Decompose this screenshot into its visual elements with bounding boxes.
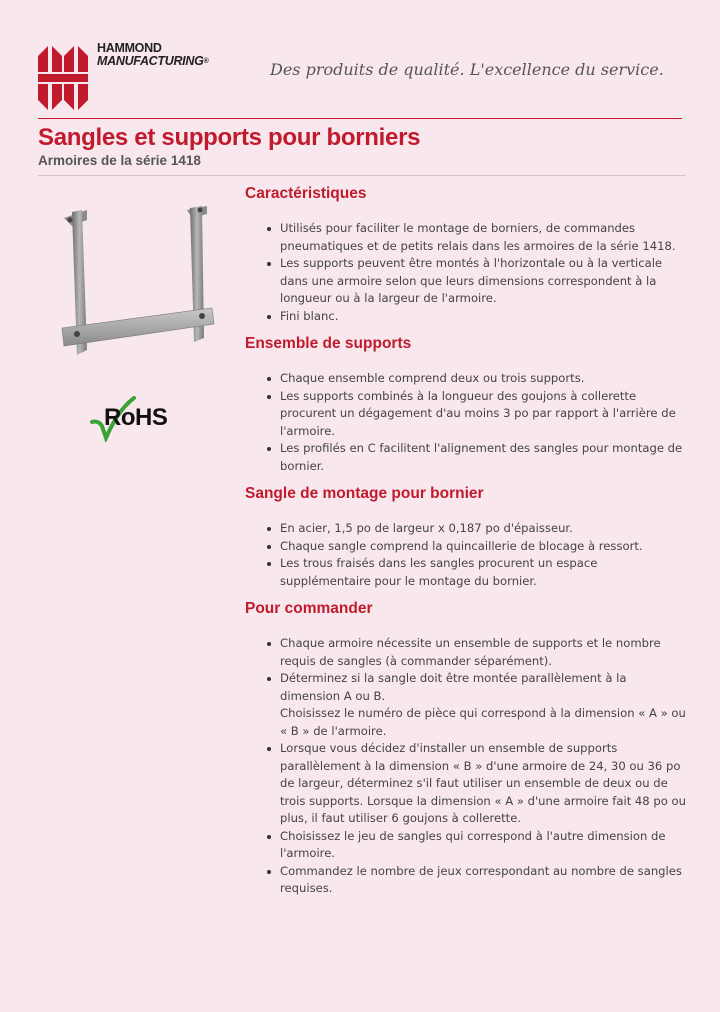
list-caracteristiques (245, 220, 690, 325)
list-item: Chaque ensemble comprend deux ou trois supports. (280, 370, 690, 388)
brand-name (97, 42, 208, 68)
bracket-product-image (52, 200, 222, 365)
section-heading-sangle-montage: Sangle de montage pour bornier (245, 485, 484, 502)
list-pour-commander (245, 635, 690, 898)
list-item: Les supports peuvent être montés à l'horizontale ou à la verticale dans une armoire selon que leurs dimensions correspondent à la longueur ou à la largeur de l'armoire. (280, 255, 690, 308)
list-item: Lorsque vous décidez d'installer un ensemble de supports parallèlement à la dimension « B » d'une armoire de 24, 30 ou 36 po de largeur, déterminez s'il faut utiliser un ensemble de deux ou de trois supports. Lorsque la dimension « A » d'une armoire fait 48 po ou plus, il faut utiliser 6 goujons à collerette. (280, 740, 690, 828)
brand-line2: MANUFACTURING (97, 54, 204, 68)
list-item: Les profilés en C facilitent l'alignement des sangles pour montage de bornier. (280, 440, 690, 475)
list-item-extra: Choisissez le numéro de pièce qui correspond à la dimension « A » ou « B » de l'armoire. (280, 706, 686, 738)
section-heading-caracteristiques: Caractéristiques (245, 185, 367, 202)
list-sangle-montage (245, 520, 690, 590)
header (0, 0, 720, 120)
page-title: Sangles et supports pour borniers (38, 124, 421, 151)
rohs-badge (90, 392, 190, 442)
list-item: En acier, 1,5 po de largeur x 0,187 po d'épaisseur. (280, 520, 690, 538)
list-item: Commandez le nombre de jeux correspondant au nombre de sangles requises. (280, 863, 690, 898)
main-content (245, 182, 690, 905)
hammond-logo-icon (38, 44, 88, 112)
title-divider (38, 175, 686, 176)
list-item-text: Déterminez si la sangle doit être montée parallèlement à la dimension A ou B. (280, 671, 627, 703)
rohs-label: RoHS (104, 404, 168, 431)
list-ensemble-supports (245, 370, 690, 475)
tagline: Des produits de qualité. L'excellence du service. (270, 60, 664, 79)
list-item: Choisissez le jeu de sangles qui correspond à l'autre dimension de l'armoire. (280, 828, 690, 863)
list-item: Les trous fraisés dans les sangles procurent un espace supplémentaire pour le montage du bornier. (280, 555, 690, 590)
list-item: Fini blanc. (280, 308, 690, 326)
registered-mark: ® (203, 58, 209, 65)
list-item (280, 670, 690, 740)
brand-line1: HAMMOND (97, 41, 162, 55)
list-item: Chaque sangle comprend la quincaillerie de blocage à ressort. (280, 538, 690, 556)
list-item: Chaque armoire nécessite un ensemble de supports et le nombre requis de sangles (à commander séparément). (280, 635, 690, 670)
list-item: Utilisés pour faciliter le montage de borniers, de commandes pneumatiques et de petits relais dans les armoires de la série 1418. (280, 220, 690, 255)
list-item: Les supports combinés à la longueur des goujons à collerette procurent un dégagement d'au moins 3 po par rapport à l'arrière de l'armoire. (280, 388, 690, 441)
header-divider (38, 118, 682, 119)
page-subtitle: Armoires de la série 1418 (38, 153, 201, 168)
section-heading-pour-commander: Pour commander (245, 600, 373, 617)
section-heading-ensemble-supports: Ensemble de supports (245, 335, 412, 352)
